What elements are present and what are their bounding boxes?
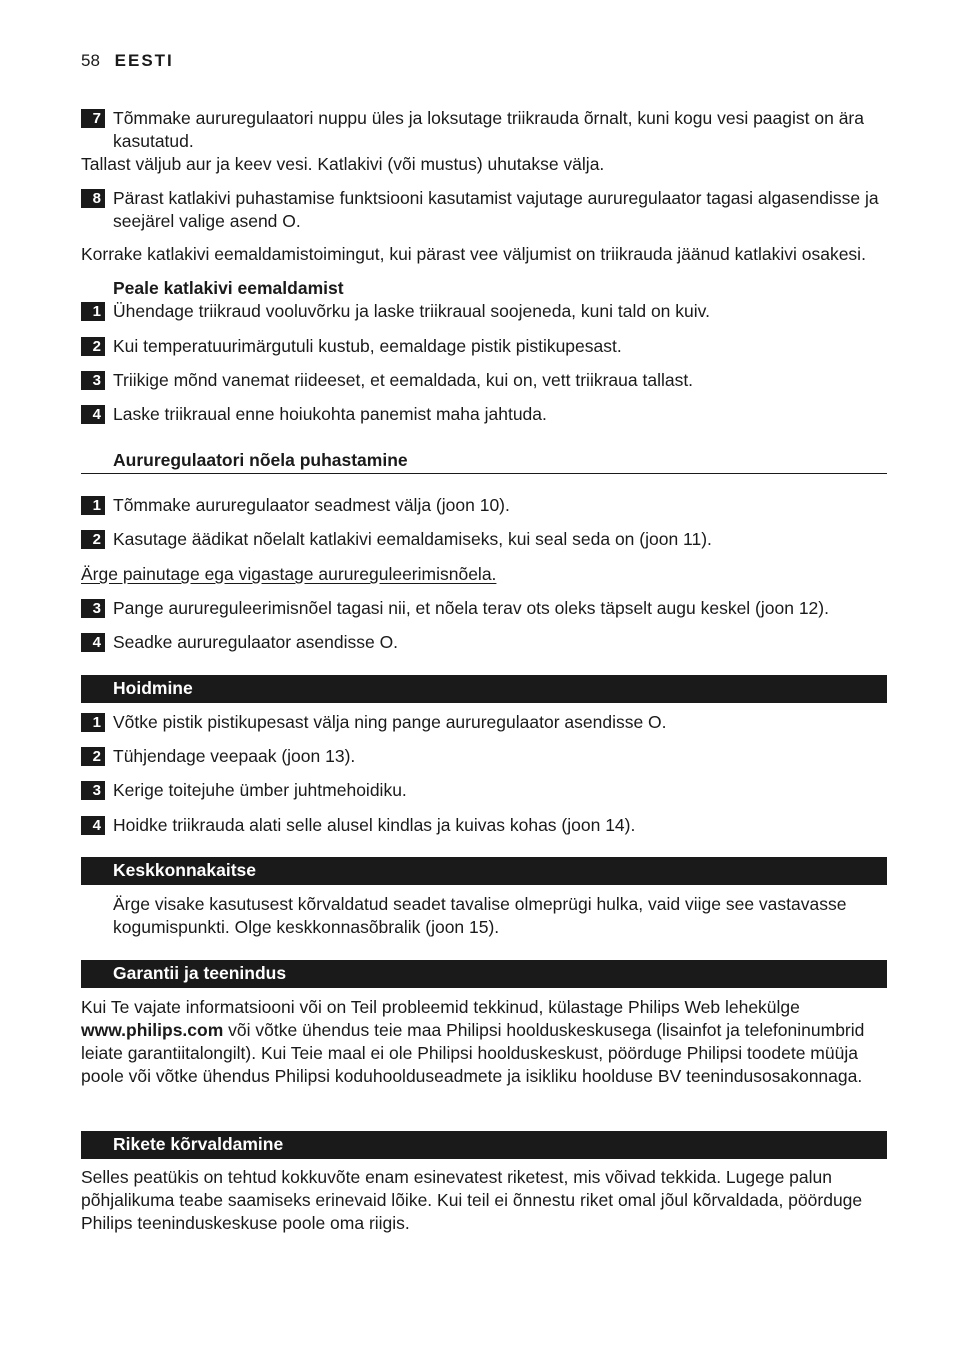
after-step-2 bbox=[81, 335, 887, 358]
step-number: 3 bbox=[81, 371, 105, 390]
needle-step-3 bbox=[81, 597, 887, 620]
step-number: 2 bbox=[81, 530, 105, 549]
troubleshooting-heading bbox=[81, 1131, 887, 1159]
guarantee-text bbox=[81, 996, 887, 1088]
step-text: Kasutage äädikat nõelalt katlakivi eemaldamiseks, kui seal seda on (joon 11). bbox=[113, 529, 712, 549]
step-number: 2 bbox=[81, 747, 105, 766]
step-text: Võtke pistik pistikupesast välja ning pange aururegulaator asendisse O. bbox=[113, 712, 667, 732]
after-step-1 bbox=[81, 300, 887, 323]
step-number: 2 bbox=[81, 337, 105, 356]
storage-heading bbox=[81, 675, 887, 703]
step-number: 1 bbox=[81, 302, 105, 321]
after-descale-title: Peale katlakivi eemaldamist bbox=[113, 278, 344, 298]
step-text: Laske triikraual enne hoiukohta panemist maha jahtuda. bbox=[113, 404, 547, 424]
step-text: Seadke aururegulaator asendisse O. bbox=[113, 632, 399, 652]
step-text: Tõmmake aururegulaator seadmest välja (joon 10). bbox=[113, 495, 510, 515]
guarantee-text-before: Kui Te vajate informatsiooni või on Teil probleemid tekkinud, külastage Philips Web lehekülge bbox=[81, 997, 800, 1017]
page-number: 58 bbox=[81, 51, 100, 70]
troubleshooting-text: Selles peatükis on tehtud kokkuvõte enam esinevatest riketest, mis võivad tekkida. Lugege palun põhjalikuma teabe saamiseks erinevaid lõike. Kui teil ei õnnestu riket omal jõul kõrvaldada, pöörduge Philips teeninduskeskuse poole oma riigis. bbox=[81, 1167, 863, 1233]
step-text: Triikige mõnd vanemat riideeset, et eemaldada, kui on, vett triikraua tallast. bbox=[113, 370, 694, 390]
step-number: 3 bbox=[81, 599, 105, 618]
step-number: 7 bbox=[81, 109, 105, 128]
section-title: Aururegulaatori nõela puhastamine bbox=[113, 450, 408, 470]
needle-warning bbox=[81, 563, 887, 586]
step-number: 4 bbox=[81, 405, 105, 424]
warning-text: Ärge painutage ega vigastage aurureguleerimisnõela. bbox=[81, 564, 497, 584]
section-title: Hoidmine bbox=[113, 678, 193, 698]
descale-note: Tallast väljub aur ja keev vesi. Katlakivi (või mustus) uhutakse välja. bbox=[81, 154, 605, 174]
step-number: 1 bbox=[81, 496, 105, 515]
guarantee-heading bbox=[81, 960, 887, 988]
storage-step-1 bbox=[81, 711, 887, 734]
after-step-4 bbox=[81, 403, 887, 426]
storage-step-3 bbox=[81, 779, 887, 802]
repeat-note: Korrake katlakivi eemaldamistoimingut, kui pärast vee väljumist on triikrauda jäänud katlakivi osakesi. bbox=[81, 244, 866, 264]
storage-step-2 bbox=[81, 745, 887, 768]
step-number: 4 bbox=[81, 816, 105, 835]
step-number: 4 bbox=[81, 633, 105, 652]
step-number: 8 bbox=[81, 189, 105, 208]
step-text: Hoidke triikrauda alati selle alusel kindlas ja kuivas kohas (joon 14). bbox=[113, 815, 636, 835]
step-text: Kerige toitejuhe ümber juhtmehoidiku. bbox=[113, 780, 407, 800]
needle-cleaning-heading bbox=[81, 449, 887, 474]
needle-step-4 bbox=[81, 631, 887, 654]
page-header bbox=[81, 50, 174, 72]
descale-step-7 bbox=[81, 107, 887, 153]
step-text: Tühjendage veepaak (joon 13). bbox=[113, 746, 356, 766]
step-text: Pange aurureguleerimisnõel tagasi nii, et nõela terav ots oleks täpselt augu keskel (joon 12). bbox=[113, 598, 829, 618]
environment-heading bbox=[81, 857, 887, 885]
storage-step-4 bbox=[81, 814, 887, 837]
step-text: Pärast katlakivi puhastamise funktsiooni kasutamist vajutage aururegulaator tagasi algasendisse ja seejärel valige asend O. bbox=[113, 188, 879, 231]
step-text: Ühendage triikraud vooluvõrku ja laske triikraual soojeneda, kuni tald on kuiv. bbox=[113, 301, 710, 321]
descale-step-8 bbox=[81, 187, 887, 233]
guarantee-text-after: või võtke ühendus teie maa Philipsi hoolduskeskusega (lisainfot ja telefoninumbrid leiate garantiitalongilt). Kui Teie maal ei ole Philipsi hoolduskeskust, pöörduge Philipsi toodete müüja poole või võtke ühendus Philipsi koduhoolduseadmete ja isikliku hoolduse BV teenindusosakonnaga. bbox=[81, 1020, 865, 1086]
step-text: Tõmmake aururegulaatori nuppu üles ja loksutage triikrauda õrnalt, kuni kogu vesi paagist on ära kasutatud. bbox=[113, 108, 864, 151]
after-step-3 bbox=[81, 369, 887, 392]
environment-text: Ärge visake kasutusest kõrvaldatud seadet tavalise olmeprügi hulka, vaid viige see vastavasse kogumispunkti. Olge keskkonnasõbralik (joon 15). bbox=[113, 894, 847, 937]
section-title: Garantii ja teenindus bbox=[113, 963, 287, 983]
needle-step-1 bbox=[81, 494, 887, 517]
section-title: Keskkonnakaitse bbox=[113, 860, 256, 880]
step-text: Kui temperatuurimärgutuli kustub, eemaldage pistik pistikupesast. bbox=[113, 336, 622, 356]
needle-step-2 bbox=[81, 528, 887, 551]
language-label: EESTI bbox=[114, 51, 174, 70]
section-title: Rikete kõrvaldamine bbox=[113, 1134, 284, 1154]
philips-website-link[interactable]: www.philips.com bbox=[81, 1020, 224, 1040]
step-number: 3 bbox=[81, 781, 105, 800]
step-number: 1 bbox=[81, 713, 105, 732]
